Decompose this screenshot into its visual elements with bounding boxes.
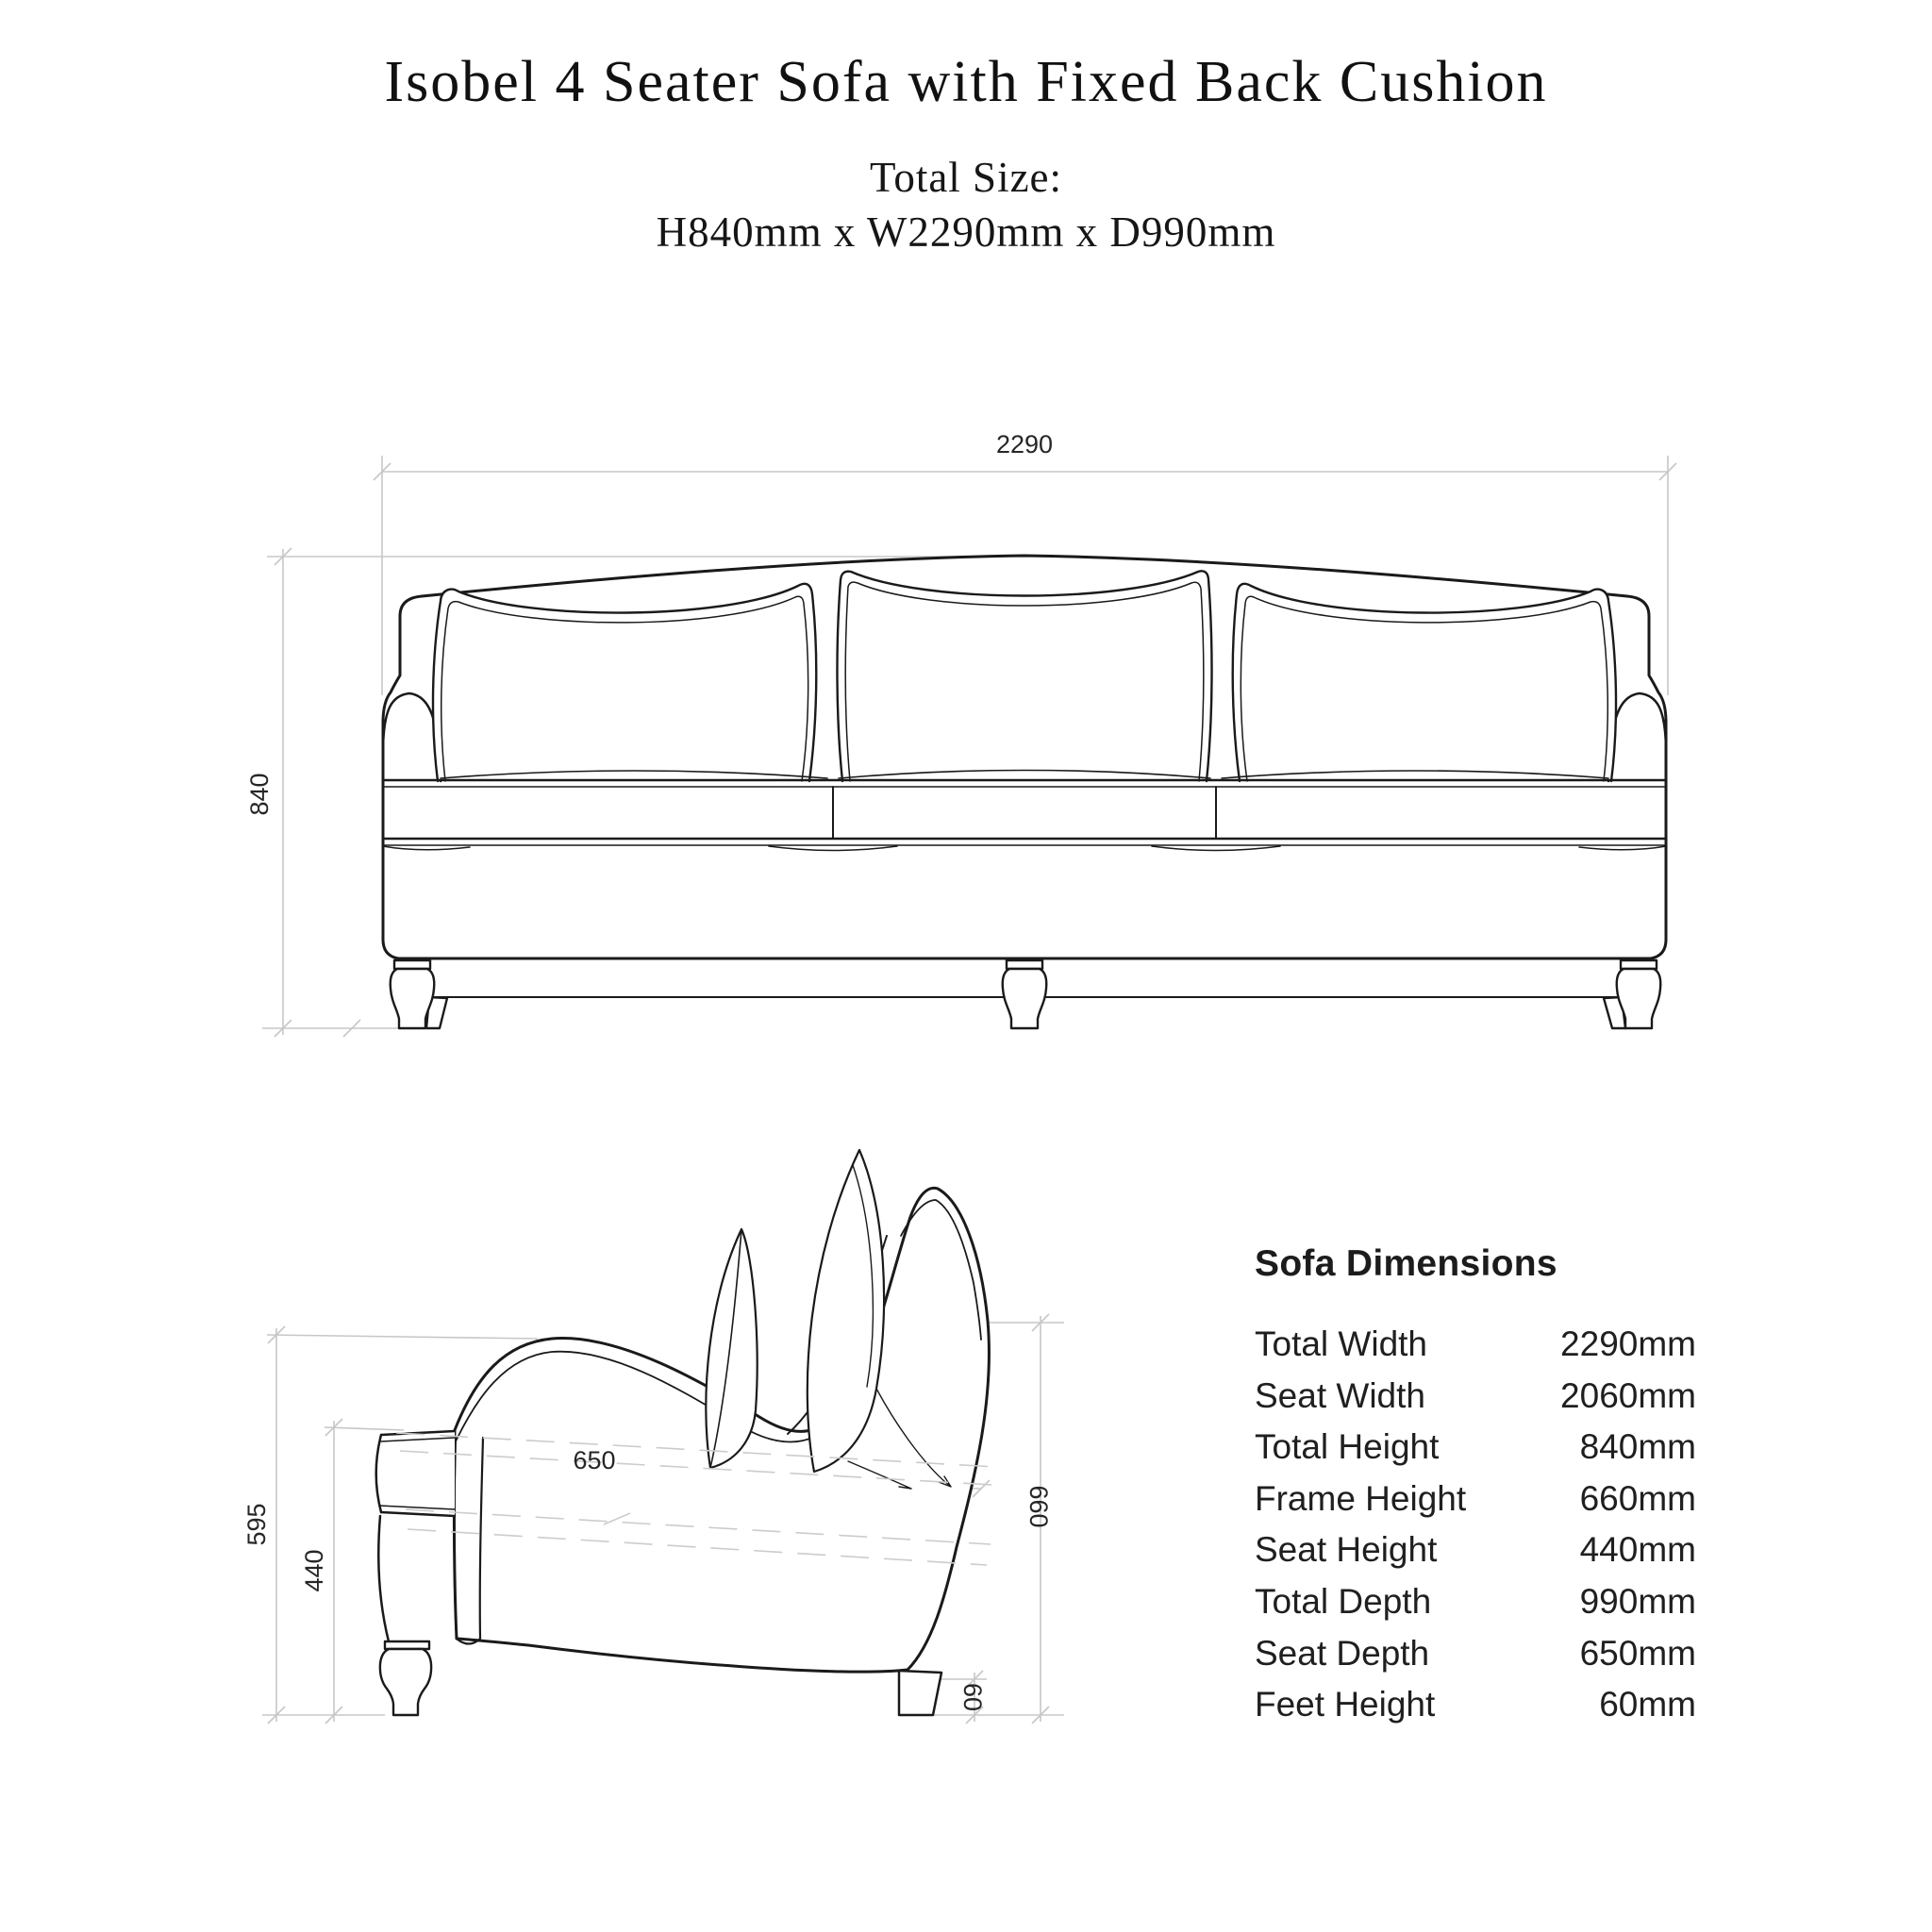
base-front-face (378, 1516, 389, 1641)
table-row (1255, 1634, 1696, 1686)
rear-leg (899, 1671, 941, 1715)
front-legs (391, 960, 1660, 1028)
table-row (1255, 1376, 1696, 1428)
row-value: 650mm (1579, 1633, 1696, 1673)
row-value: 60mm (1599, 1685, 1696, 1724)
front-height-dimension-label: 840 (245, 773, 274, 816)
total-size-label: Total Size: (869, 154, 1063, 201)
row-label: Feet Height (1255, 1685, 1436, 1724)
row-value: 990mm (1579, 1581, 1696, 1621)
table-row (1255, 1479, 1696, 1531)
side-feet-height-label: 60 (958, 1682, 987, 1712)
total-size-value: H840mm x W2290mm x D990mm (656, 208, 1276, 256)
front-view-drawing (245, 406, 1717, 1047)
side-view-drawing (226, 1123, 1094, 1745)
table-rows (1255, 1324, 1696, 1737)
total-size-subtitle (0, 151, 1932, 259)
row-label: Total Width (1255, 1324, 1428, 1363)
front-width-dimension-label: 2290 (995, 430, 1054, 458)
side-seat-depth-label: 650 (573, 1446, 616, 1474)
row-value: 840mm (1579, 1427, 1696, 1467)
row-label: Total Depth (1255, 1581, 1432, 1621)
side-seat-height-label: 440 (300, 1549, 328, 1592)
table-heading: Sofa Dimensions (1255, 1243, 1557, 1284)
table-row (1255, 1582, 1696, 1634)
sofa-dimensions-table (1255, 1243, 1696, 1737)
side-back-frame-height-label: 660 (1024, 1485, 1053, 1528)
table-row (1255, 1427, 1696, 1479)
page-title: Isobel 4 Seater Sofa with Fixed Back Cushion (384, 50, 1548, 114)
row-value: 2290mm (1560, 1324, 1696, 1363)
arm-side-panel (376, 1431, 455, 1516)
table-row (1255, 1324, 1696, 1376)
row-value: 660mm (1579, 1478, 1696, 1518)
row-label: Seat Height (1255, 1530, 1438, 1570)
side-front-leg (380, 1641, 431, 1715)
row-label: Seat Depth (1255, 1633, 1430, 1673)
row-label: Total Height (1255, 1427, 1440, 1467)
row-value: 2060mm (1560, 1375, 1696, 1415)
table-row (1255, 1685, 1696, 1737)
row-label: Frame Height (1255, 1478, 1467, 1518)
table-row (1255, 1530, 1696, 1582)
row-value: 440mm (1579, 1530, 1696, 1570)
side-frame-height-label: 595 (242, 1503, 271, 1546)
row-label: Seat Width (1255, 1375, 1425, 1415)
